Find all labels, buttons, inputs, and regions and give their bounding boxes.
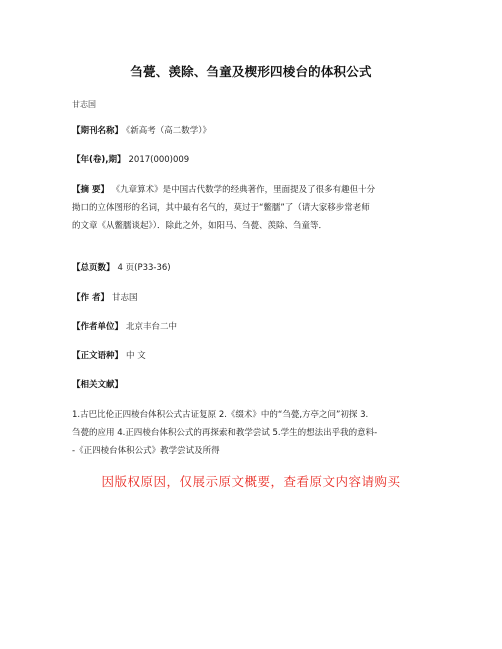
references-block (72, 406, 440, 460)
copyright-notice: 因版权原因，仅展示原文概要，查看原文内容请购买 (101, 474, 401, 489)
pages-field (72, 259, 171, 277)
pages-value: 4 页(P33-36) (117, 263, 171, 273)
abstract-line: 拗口的立体图形的名词，其中最有名气的，莫过于“鳖臑”了（请大家移步常老师 (72, 203, 370, 213)
reference-line: 刍甍的应用 4.正四棱台体积公式的再探索和教学尝试 5.学生的想法出乎我的意料- (72, 428, 378, 438)
journal-value: 《新高考（高二数学）》 (126, 126, 212, 136)
abstract-line: 的文章《从鳖臑谈起》）．除此之外，如阳马、刍甍、羡除、刍童等． (72, 221, 328, 231)
author-name: 甘志国 (72, 100, 96, 109)
affiliation-label: 【作者单位】 (72, 322, 124, 332)
issue-label: 【年(卷),期】 (72, 155, 126, 165)
document-title: 刍甍、羡除、刍童及楔形四棱台的体积公式 (130, 64, 372, 79)
abstract-text: 《九章算术》是中国古代数学的经典著作，里面提及了很多有趣但十分 (111, 185, 376, 195)
references-heading (72, 376, 123, 394)
issue-value: 2017(000)009 (128, 155, 190, 165)
reference-line: 1.古巴比伦正四棱台体积公式古证复原 2.《缀术》中的“刍甍,方亭之问”初探 3. (72, 410, 369, 420)
abstract-line (72, 181, 440, 199)
affiliation-field (72, 318, 177, 336)
reference-line: -《正四棱台体积公式》教学尝试及所得 (72, 446, 220, 456)
language-label: 【正文语种】 (72, 351, 124, 361)
authors-label: 【作 者】 (72, 293, 109, 303)
authors-value: 甘志国 (111, 293, 138, 303)
references-label: 【相关文献】 (72, 380, 124, 390)
affiliation-value: 北京丰台二中 (126, 322, 178, 332)
language-value: 中 文 (126, 351, 146, 361)
authors-field (72, 289, 137, 307)
language-field (72, 347, 146, 365)
abstract-label: 【摘 要】 (72, 185, 109, 195)
issue-field (72, 151, 189, 169)
abstract-block (72, 181, 440, 235)
pages-label: 【总页数】 (72, 263, 115, 273)
journal-label: 【期刊名称】 (72, 126, 124, 136)
journal-field (72, 122, 211, 140)
